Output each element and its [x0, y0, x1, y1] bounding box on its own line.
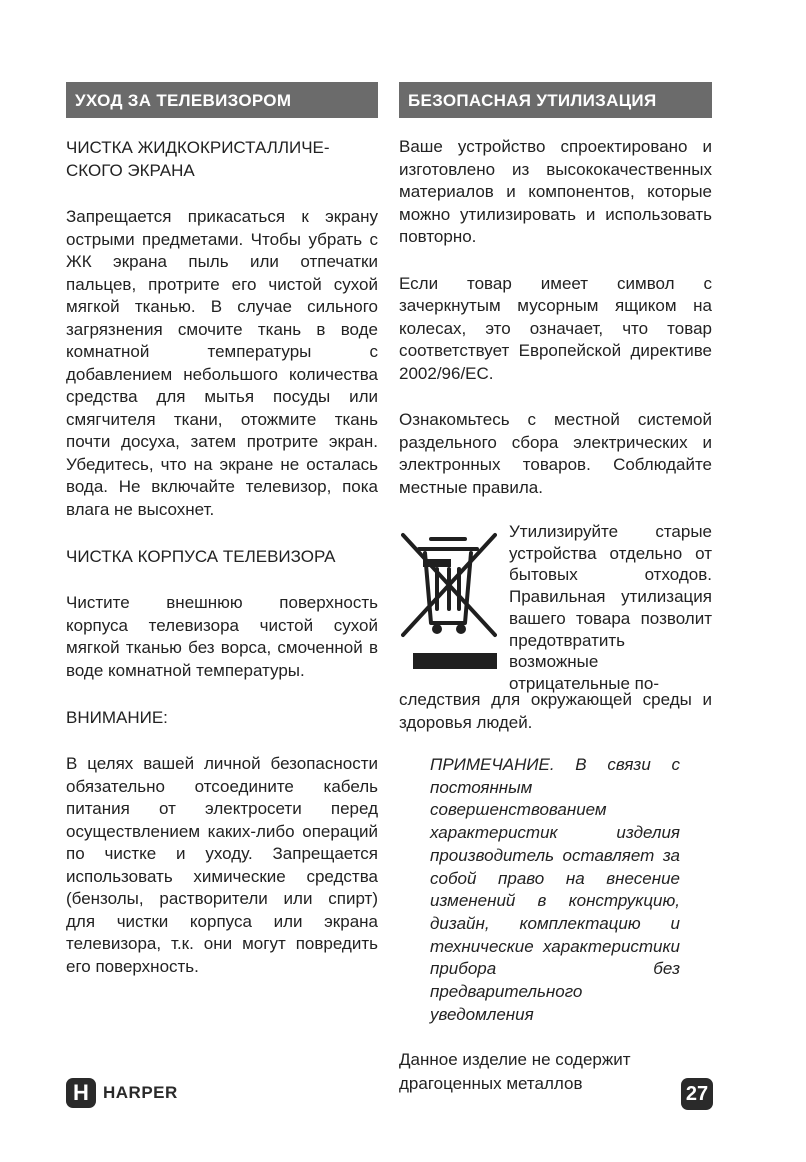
brand-logo — [66, 1078, 178, 1108]
paragraph-local-rules: Ознакомьтесь с местной системой раздельного сбора электрических и электронных товаров. Соблюдайте местные правила. — [399, 410, 712, 497]
paragraph-lcd-cleaning: Запрещается прикасаться к экрану острыми предметами. Чтобы убрать с ЖК экрана пыль или отпечатки пальцев, протрите его чистой сухой мягкой тканью. В случае сильного загрязнения смочите ткань в воде комнатной температуры с добавлением небольшого количества средства для мытья посуды или смягчителя ткани, отожмите ткань почти досуха, затем протрите экран. Убедитесь, что на экране не осталась вода. Не включайте телевизор, пока влага не высохнет. — [66, 207, 378, 519]
note-block — [430, 754, 680, 1026]
paragraph-warning: В целях вашей личной безопасности обязательно отсоедините кабель питания от электросети перед осуществлением каких-либо операций по чистке и уходу. Запрещается использовать химические средства (бензолы, растворители или спирт) для чистки корпуса или экрана телевизора, т.к. они могут повредить его поверхность. — [66, 754, 378, 976]
harper-logo-icon: H — [66, 1078, 96, 1108]
paragraph-dispose-separately: Утилизируйте старые устройства отдельно от бытовых отходов. Правильная утилизация вашего товара позволит предотвратить возможные отрицательные по- — [509, 522, 712, 693]
paragraph-case-cleaning: Чистите внешнюю поверхность корпуса телевизора чистой сухой мягкой тканью без ворса, смоченной в воде комнатной температуры. — [66, 593, 378, 680]
disposal-instruction — [509, 521, 712, 695]
left-column — [66, 82, 378, 978]
paragraph-dispose-continued: следствия для окружающей среды и здоровья людей. — [399, 690, 712, 732]
right-column — [399, 82, 712, 1096]
subheading-lcd-cleaning: ЧИСТКА ЖИДКОКРИСТАЛЛИЧЕ-СКОГО ЭКРАНА — [66, 138, 330, 180]
section-header-tv-care: УХОД ЗА ТЕЛЕВИЗОРОМ — [66, 82, 378, 118]
paragraph-directive: Если товар имеет символ с зачеркнутым мусорным ящиком на колесах, это означает, что товар соответствует Европейской директиве 2002/96/EC. — [399, 273, 712, 383]
page-number: 27 — [681, 1078, 713, 1110]
subheading-warning: ВНИМАНИЕ: — [66, 708, 168, 727]
paragraph-no-precious-metals: Данное изделие не содержит драгоценных металлов — [399, 1050, 631, 1094]
metals-block — [399, 1048, 712, 1096]
paragraph-materials: Ваше устройство спроектировано и изготовлено из высококачественных материалов и компонентов, которые можно утилизировать и использовать повторно. — [399, 137, 712, 246]
section-header-disposal: БЕЗОПАСНАЯ УТИЛИЗАЦИЯ — [399, 82, 712, 118]
crossed-out-bin-icon — [401, 527, 497, 669]
brand-name: HARPER — [103, 1083, 178, 1102]
note-text: ПРИМЕЧАНИЕ. В связи с постоянным совершенствованием характеристик изделия производитель оставляет за собой право на внесение изменений в конструкцию, дизайн, комплектацию и технические характеристики прибора без предварительного уведомления — [430, 755, 680, 1024]
weee-block — [399, 521, 712, 693]
subheading-case-cleaning: ЧИСТКА КОРПУСА ТЕЛЕВИЗОРА — [66, 547, 336, 566]
